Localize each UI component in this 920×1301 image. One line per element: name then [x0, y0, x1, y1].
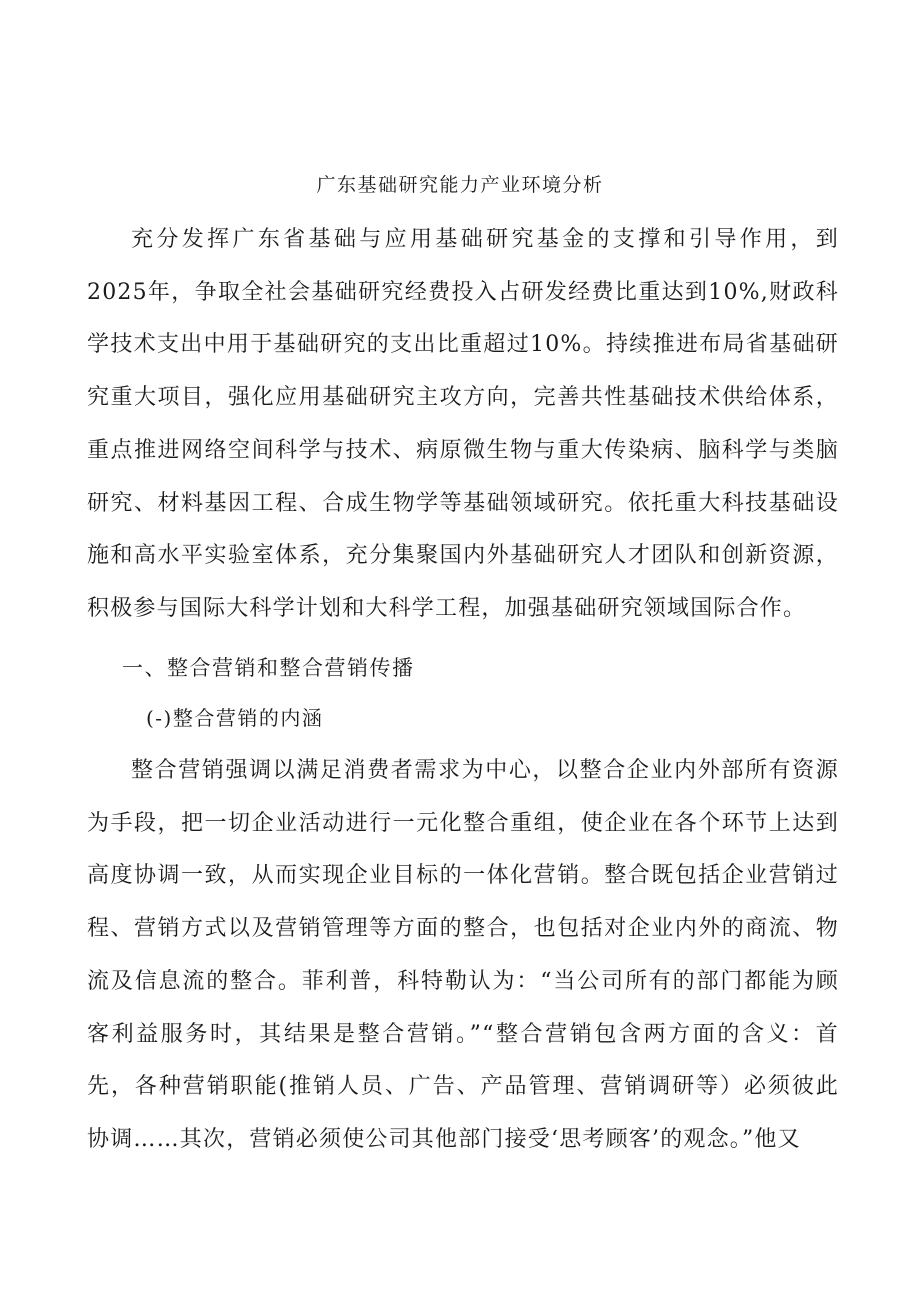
body-paragraph: 整合营销强调以满足消费者需求为中心，以整合企业内外部所有资源为手段，把一切企业活动进行一元化整合重组，使企业在各个环节上达到高度协调一致，从而实现企业目标的一体化营销。整合既包括企业营销过程、营销方式以及营销管理等方面的整合，也包括对企业内外的商流、物流及信息流的整合。菲利普，科特勒认为：“当公司所有的部门都能为顾客利益服务时，其结果是整合营销。”“整合营销包含两方面的含义：首先，各种营销职能(推销人员、广告、产品管理、营销调研等）必须彼此协调……其次，营销必须使公司其他部门接受‘思考顾客’的观念。”他又 — [87, 758, 839, 1152]
subsection-heading: (-)整合营销的内涵 — [146, 706, 324, 730]
body-paragraph: 充分发挥广东省基础与应用基础研究基金的支撑和引导作用，到2025年，争取全社会基础研究经费投入占研发经费比重达到10%,财政科学技术支出中用于基础研究的支出比重超过10%。持续推进布局省基础研究重大项目，强化应用基础研究主攻方向，完善共性基础技术供给体系，重点推进网络空间科学与技术、病原微生物与重大传染病、脑科学与类脑研究、材料基因工程、合成生物学等基础领域研究。依托重大科技基础设施和高水平实验室体系，充分集聚国内外基础研究人才团队和创新资源，积极参与国际大科学计划和大科学工程，加强基础研究领域国际合作。 — [87, 227, 839, 621]
document-title: 广东基础研究能力产业环境分析 — [316, 174, 604, 196]
section-heading: 一、整合营销和整合营销传播 — [122, 656, 415, 680]
